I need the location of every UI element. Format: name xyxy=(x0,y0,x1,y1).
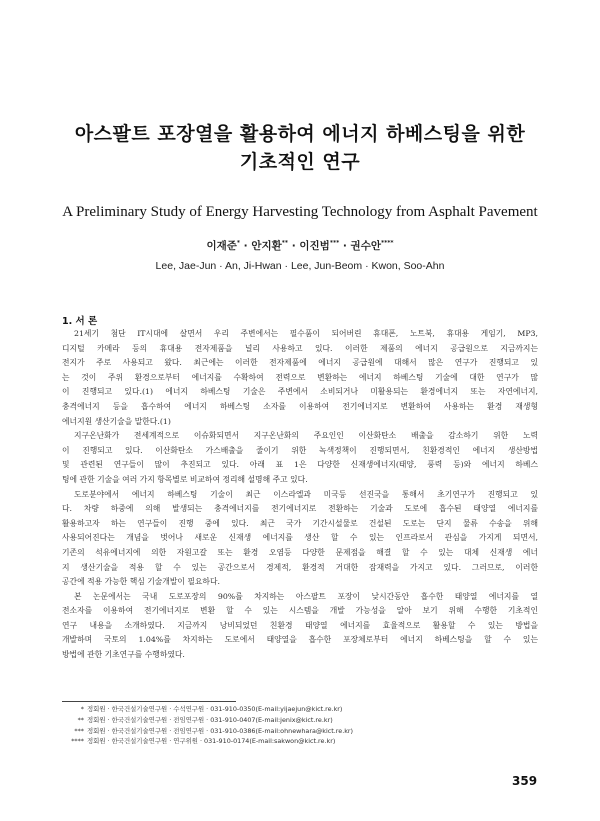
footnote xyxy=(62,726,462,737)
paragraph-line: 팅에 관한 기술을 여러 가지 항목별로 비교하여 정리해 설명해 주고 있다. xyxy=(62,474,308,484)
paragraph-line: 디지털 카메라 등의 휴대용 전자제품을 널리 사용하고 있다. 이러한 제품의 에너지 공급원으로 지금까지는 xyxy=(62,343,538,353)
paragraph-line: 지구온난화가 전세계적으로 이슈화되면서 지구온난화의 주요인인 이산화탄소 배출을 감소하기 위한 노력 xyxy=(74,431,538,441)
body-text xyxy=(62,327,538,663)
title-korean-line-2: 기초적인 연구 xyxy=(239,151,361,173)
author-separator: · xyxy=(339,240,351,252)
paragraph-line: 지 생산기술을 적용 할 수 있는 공간으로서 경제적, 환경적 거대한 잠재력을 가지고 있다. 그러므로, 이러한 xyxy=(62,562,538,572)
footnote-text: 정회원 · 한국건설기술연구원 · 전임연구원 · 031-910-0386(E-mail:ohnewhara@kict.re.kr) xyxy=(87,726,354,735)
paragraph-line: 개발하며 국토의 1.04%를 차지하는 도로에서 태양열을 흡수한 포장체로부터 에너지 하베스팅을 할 수 있는 xyxy=(62,635,538,645)
author-mark: *** xyxy=(329,239,340,247)
author-name: 안지환 xyxy=(251,240,282,252)
footnote xyxy=(62,736,462,747)
paragraph-line: 충격에너지 등을 흡수하여 에너지 하베스팅 소자를 이용하여 전기에너지로 변환하여 사용하는 환경 재생형 xyxy=(62,401,538,411)
paragraph-line: 기존의 석유에너지에 의한 자원고갈 또는 환경 오염등 다양한 문제점을 해결 할 수 있는 대체 신재생 에너 xyxy=(62,547,538,557)
authors-english: Lee, Jae-Jun · An, Ji-Hwan · Lee, Jun-Beom · Kwon, Soo-Ahn xyxy=(155,260,445,272)
section-heading: 1. 서 론 xyxy=(62,316,98,327)
footnote-text: 정회원 · 한국건설기술연구원 · 수석연구원 · 031-910-0350(E-mail:yijaejun@kict.re.kr) xyxy=(87,705,343,713)
footnote-text: 정회원 · 한국건설기술연구원 · 전임연구원 · 031-910-0407(E-mail:jenix@kict.re.kr) xyxy=(87,715,333,724)
paragraph-line: 방법에 관한 기초연구를 수행하였다. xyxy=(62,650,185,660)
footnote-text: 정회원 · 한국건설기술연구원 · 연구위원 · 031-910-0174(E-mail:sakwon@kict.re.kr) xyxy=(87,737,336,746)
title-korean-line-1: 아스팔트 포장열을 활용하여 에너지 하베스팅을 위한 xyxy=(74,123,526,145)
authors-korean xyxy=(0,238,600,253)
paragraph-line: 는 것이 주위 환경으로부터 에너지를 수확하여 전력으로 변환하는 에너지 하베스팅 기술에 대한 연구가 많 xyxy=(62,372,538,382)
paragraph-line: 도로분야에서 에너지 하베스팅 기술이 최근 이스라엘과 미국등 선진국을 통해서 초기연구가 진행되고 있 xyxy=(74,489,538,499)
paragraph-line: 이 진행되고 있다.(1) 에너지 하베스팅 기술은 주변에서 소비되거나 미활용되는 환경에너지 또는 자연에너지, xyxy=(62,387,538,397)
footnote-mark: *** xyxy=(74,726,84,735)
paragraph-line: 본 논문에서는 국내 도로포장의 90%를 차지하는 아스팔트 포장이 낮시간동안 흡수한 태양열 에너지를 열 xyxy=(74,591,538,601)
paragraph-line: 공간에 적용 가능한 핵심 기술개발이 필요하다. xyxy=(62,577,220,587)
paragraph-line: 다. 차량 하중에 의해 발생되는 충격에너지를 전기에너지로 전환하는 기술과 도로에 흡수된 태양열 에너지를 xyxy=(62,504,538,514)
page-number: 359 xyxy=(512,774,538,788)
author-name: 이재준 xyxy=(206,240,237,252)
footnote-mark: ** xyxy=(77,715,84,724)
paragraph-line: 21세기 첨단 IT시대에 살면서 우리 주변에서는 필수품이 되어버린 휴대폰, 노트북, 휴대용 게임기, MP3, xyxy=(74,329,538,338)
footnote-mark: * xyxy=(80,705,84,713)
paragraph-line: 이 진행되고 있다. 이산화탄소 가스배출을 줄이기 위한 녹색정책이 진행되면서, 친환경적인 에너지 생산방법 xyxy=(62,445,538,455)
footnote xyxy=(62,704,462,715)
paragraph-line: 및 관련된 연구들이 많이 추진되고 있다. 아래 표 1은 다양한 신재생에너지(태양, 풍력 등)와 에너지 하베스 xyxy=(62,460,538,470)
paragraph-line: 에너지원 생산기술을 말한다.(1) xyxy=(62,416,171,426)
footnote-mark: **** xyxy=(71,737,84,746)
author-mark: * xyxy=(236,239,241,247)
footnotes xyxy=(62,704,462,747)
paragraph-line: 연구 내용을 소개하였다. 지금까지 낭비되었던 친환경 태양열 에너지를 효율적으로 활용할 수 있는 방법을 xyxy=(62,620,538,630)
title-english: A Preliminary Study of Energy Harvesting Technology from Asphalt Pavement xyxy=(62,204,538,220)
author-mark: ** xyxy=(281,239,289,247)
paragraph-line: 전지가 주로 사용되고 왔다. 최근에는 이러한 전자제품에 에너지 공급원에 대해서 많은 연구가 진행되고 있 xyxy=(62,358,538,368)
author-separator: · xyxy=(240,240,252,252)
paragraph-line: 사용되어진다는 개념을 벗어나 새로운 신재생 에너지를 생산 할 수 있는 인프라로서 관심을 가지게 되면서, xyxy=(62,533,538,543)
paragraph-line: 활용하고자 하는 연구들이 진행 중에 있다. 최근 국가 기간시설물로 건설된 도로는 단지 물류 수송을 위해 xyxy=(62,518,538,528)
author-mark: **** xyxy=(380,239,394,247)
author-name: 권수안 xyxy=(350,240,381,252)
footnote xyxy=(62,715,462,726)
author-separator: · xyxy=(288,240,300,252)
author-name: 이진범 xyxy=(299,240,330,252)
paragraph-line: 전소자를 이용하여 전기에너지로 변환 할 수 있는 시스템을 개발 가능성을 알아 보기 위해 수행한 기초적인 xyxy=(62,606,538,616)
footnote-divider xyxy=(62,701,236,702)
